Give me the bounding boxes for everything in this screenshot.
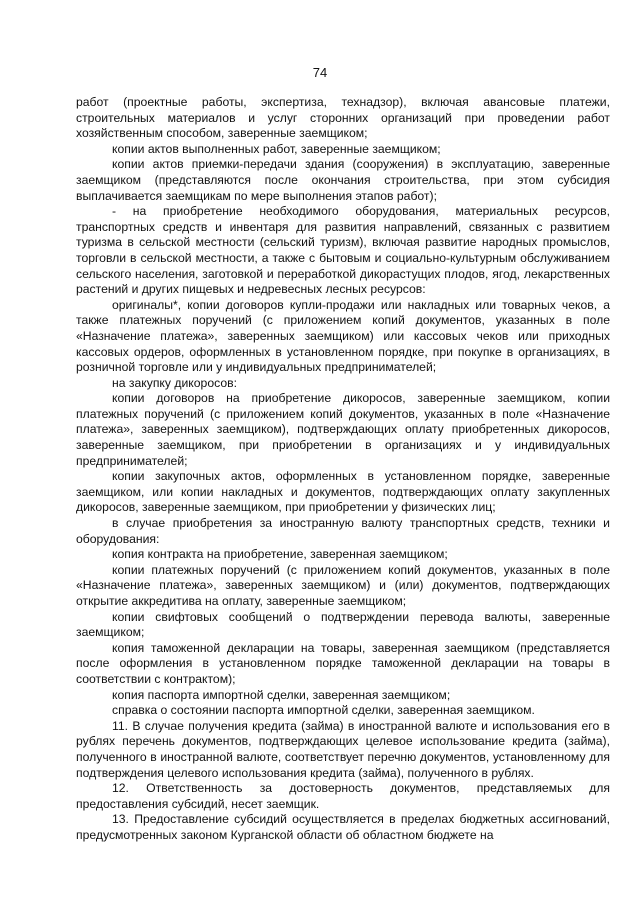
paragraph-1: работ (проектные работы, экспертиза, технадзор), включая авансовые платежи, строительных материалов и услуг сторонних организаций при проведении работ хозяйственным способом, заверенные заемщиком; — [76, 95, 610, 141]
paragraph-10: копия контракта на приобретение, заверенная заемщиком; — [112, 547, 448, 562]
paragraph-13: копия таможенной декларации на товары, заверенная заемщиком (представляется после оформления в установленном порядке таможенной декларации на товары в соответствии с контрактом); — [76, 640, 610, 686]
document-body — [76, 95, 610, 844]
paragraph-12: копии свифтовых сообщений о подтверждении перевода валюты, заверенные заемщиком; — [76, 609, 610, 640]
paragraph-5: оригиналы*, копии договоров купли-продажи или накладных или товарных чеков, а также платежных поручений (с приложением копий документов, указанных в поле «Назначение платежа», заверенных заемщиком) или кассовых чеков или приходных кассовых ордеров, оформленных в установленном порядке, при покупке в организациях, в розничной торговле или у индивидуальных предпринимателей; — [76, 297, 610, 375]
paragraph-15: справка о состоянии паспорта импортной сделки, заверенная заемщиком. — [112, 703, 535, 718]
page-number: 74 — [312, 65, 328, 80]
paragraph-17: 12. Ответственность за достоверность документов, представляемых для предоставления субсидий, несет заемщик. — [76, 781, 610, 811]
paragraph-3: копии актов приемки-передачи здания (сооружения) в эксплуатацию, заверенные заемщиком (представляются после окончания строительства, при этом субсидия выплачивается заемщикам по мере выполнения этапов работ); — [76, 157, 610, 203]
paragraph-4: - на приобретение необходимого оборудования, материальных ресурсов, транспортных средств и инвентаря для развития направлений, связанных с развитием туризма в сельской местности (сельский туризм), включая развитие народных промыслов, торговли в сельской местности, а также с бытовым и социально-культурным обслуживанием сельского населения, заготовкой и переработкой дикорастущих плодов, ягод, лекарственных растений и других пищевых и недревесных лесных ресурсов: — [76, 204, 610, 297]
paragraph-7: копии договоров на приобретение дикоросов, заверенные заемщиком, копии платежных поручений (с приложением копий документов, указанных в поле «Назначение платежа», заверенных заемщиком), подтверждающих оплату приобретенных дикоросов, заверенные заемщиком, при приобретении в организациях и у индивидуальных предпринимателей; — [76, 391, 610, 468]
paragraph-6: на закупку дикоросов: — [112, 375, 237, 390]
paragraph-9: в случае приобретения за иностранную валюту транспортных средств, техники и оборудования: — [76, 516, 610, 546]
paragraph-2: копии актов выполненных работ, заверенные заемщиком; — [112, 141, 441, 156]
paragraph-18: 13. Предоставление субсидий осуществляется в пределах бюджетных ассигнований, предусмотренных законом Курганской области об областном бюджете на — [76, 812, 610, 842]
paragraph-8: копии закупочных актов, оформленных в установленном порядке, заверенные заемщиком, или копии накладных и документов, подтверждающих оплату закупленных дикоросов, заверенные заемщиком, при приобретении у физических лиц; — [76, 469, 610, 515]
paragraph-16: 11. В случае получения кредита (займа) в иностранной валюте и использования его в рублях перечень документов, подтверждающих целевое использование кредита (займа), полученного в иностранной валюте, соответствует перечню документов, установленному для подтверждения целевого использования кредита (займа), полученного в рублях. — [76, 718, 610, 780]
paragraph-14: копия паспорта импортной сделки, заверенная заемщиком; — [112, 687, 451, 702]
paragraph-11: копии платежных поручений (с приложением копий документов, указанных в поле «Назначение платежа», заверенных заемщиком) и (или) документов, подтверждающих открытие аккредитива на оплату, заверенные заемщиком; — [76, 562, 610, 608]
